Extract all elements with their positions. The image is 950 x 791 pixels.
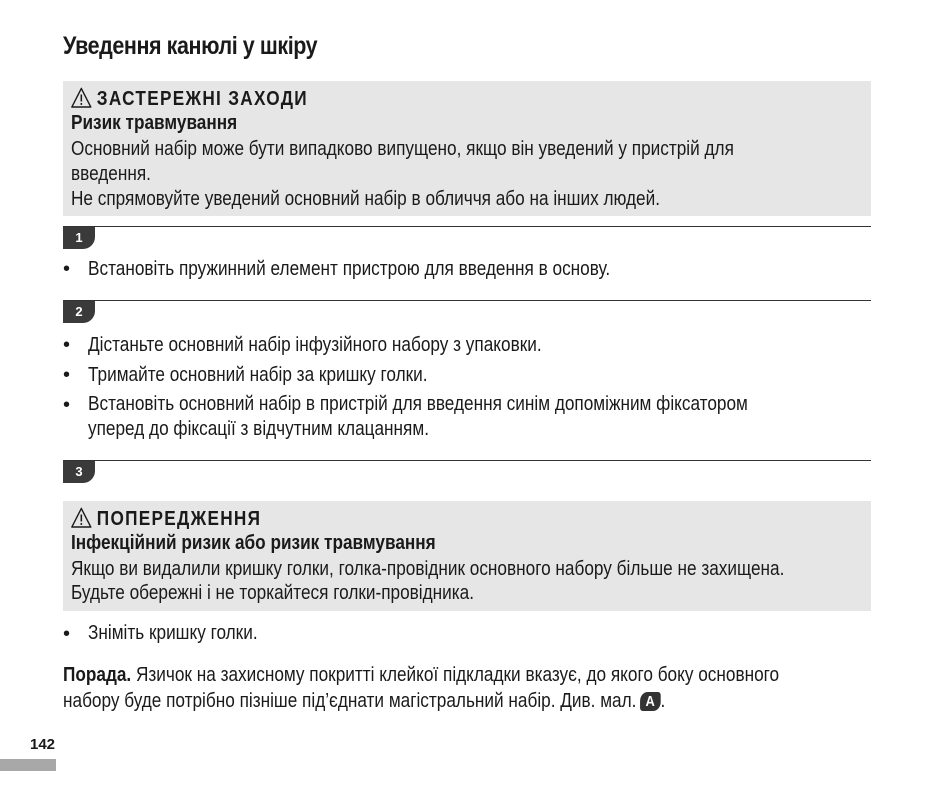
caution-text: Не спрямовуйте уведений основний набір в обличчя або на інших людей. [71, 188, 661, 210]
warning-subheading: Інфекційний ризик або ризик травмування [71, 532, 436, 554]
step-instruction: Тримайте основний набір за кришку голки. [88, 364, 428, 386]
warning-text: Будьте обережні і не торкайтеся голки-провідника. [71, 582, 475, 604]
page-title: Уведення канюлі у шкіру [63, 32, 318, 60]
bullet-icon: • [63, 623, 71, 645]
bullet-icon: • [63, 364, 71, 386]
tip-label: Порада. [63, 664, 132, 686]
bullet-icon: • [63, 394, 71, 416]
caution-heading-row [71, 87, 308, 111]
warning-triangle-icon [71, 87, 92, 108]
caution-text: Основний набір може бути випадково випущено, якщо він уведений у пристрій для [71, 138, 734, 160]
warning-box [63, 501, 871, 611]
step-instruction: Встановіть основний набір в пристрій для введення синім допоміжним фіксатором [88, 393, 748, 415]
page-number: 142 [30, 736, 56, 753]
bullet-icon: • [63, 334, 71, 356]
page-edge-tab [0, 759, 56, 771]
tip-paragraph [63, 661, 779, 689]
step-instruction: Дістаньте основний набір інфузійного набору з упаковки. [88, 334, 542, 356]
tip-text: Язичок на захисному покритті клейкої підкладки вказує, до якого боку основного [131, 664, 780, 686]
step-number-badge: 2 [63, 301, 95, 323]
tip-end: . [660, 690, 666, 712]
step-divider [63, 300, 871, 301]
bullet-icon: • [63, 258, 71, 280]
step-instruction: Встановіть пружинний елемент пристрою для введення в основу. [88, 258, 611, 280]
tip-text: набору буде потрібно пізніше під’єднати магістральний набір. Див. мал. [63, 690, 637, 712]
warning-heading-row [71, 507, 261, 531]
warning-heading: ПОПЕРЕДЖЕННЯ [96, 508, 262, 530]
step-number-badge: 3 [63, 461, 95, 483]
step-instruction-continued: уперед до фіксації з відчутним клацанням. [88, 418, 429, 440]
figure-reference-badge: A [640, 692, 661, 711]
warning-text: Якщо ви видалили кришку голки, голка-провідник основного набору більше не захищена. [71, 558, 785, 580]
step-divider [63, 226, 871, 227]
step-instruction: Зніміть кришку голки. [88, 622, 258, 644]
caution-box [63, 81, 871, 216]
caution-heading: ЗАСТЕРЕЖНІ ЗАХОДИ [96, 88, 308, 110]
caution-subheading: Ризик травмування [71, 112, 238, 134]
tip-paragraph-continued [63, 687, 665, 715]
step-number-badge: 1 [63, 227, 95, 249]
warning-triangle-icon [71, 507, 92, 528]
caution-text: введення. [71, 163, 151, 185]
step-divider [63, 460, 871, 461]
